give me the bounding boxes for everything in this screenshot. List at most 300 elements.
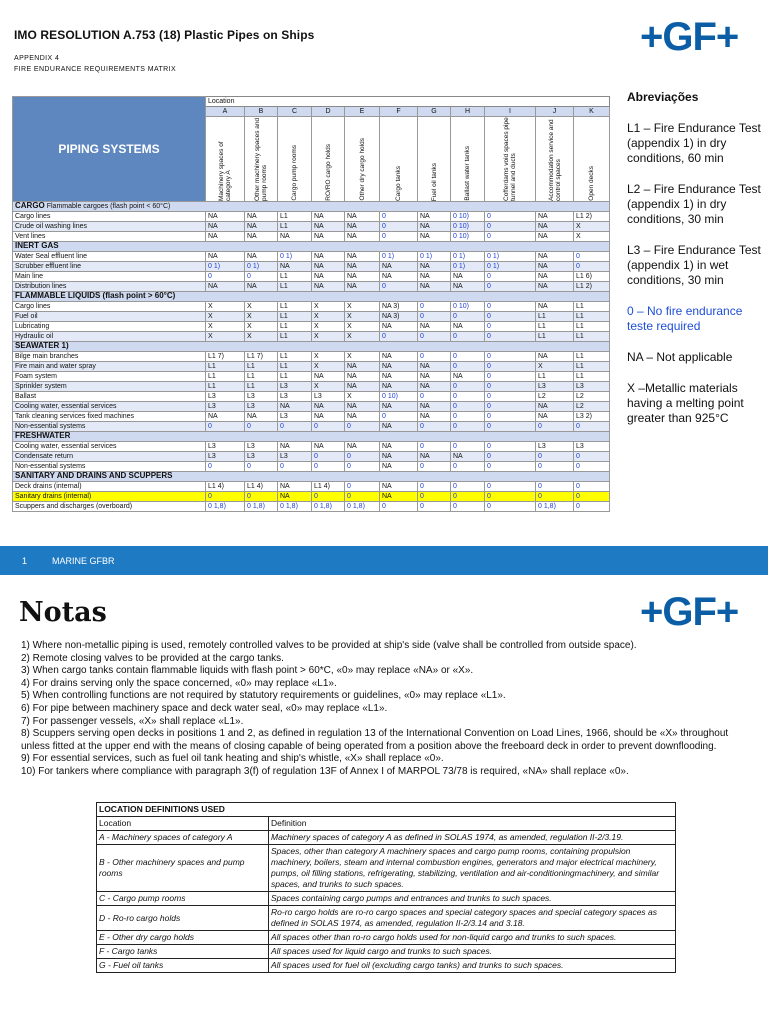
endurance-value: NA 3) [380,312,418,322]
endurance-value: L1 4) [245,482,278,492]
endurance-value: NA [278,442,312,452]
endurance-value: 0 [485,232,536,242]
locdef-location: F - Cargo tanks [97,945,269,959]
endurance-value: 0 1) [206,262,245,272]
endurance-value: 0 10) [451,212,485,222]
endurance-value: NA [418,212,451,222]
abbr-x: X –Metallic materials having a melting point greater than 925°C [627,381,744,425]
note-item: 2) Remote closing valves to be provided at the cargo tanks. [21,652,284,664]
endurance-value: L1 [574,302,610,312]
notes-title: Notas [19,597,107,628]
piping-system-name: Cooling water, essential services [13,442,206,452]
endurance-value: NA [380,442,418,452]
piping-system-name: Sprinkler system [13,382,206,392]
locdef-row [97,931,676,945]
page-number: 1 [22,556,28,566]
endurance-value: NA [345,212,380,222]
endurance-value: NA [345,232,380,242]
note-item: 7) For passenger vessels, «X» shall replace «L1». [21,715,244,727]
endurance-value: L1 [536,332,574,342]
endurance-value: 0 [245,462,278,472]
endurance-value: 0 [485,272,536,282]
locdef-row [97,959,676,973]
locdef-location: G - Fuel oil tanks [97,959,269,973]
endurance-value: NA [418,222,451,232]
endurance-value: 0 [536,482,574,492]
endurance-value: 0 [312,462,345,472]
abbr-l3: L3 – Fire Endurance Test (appendix 1) in wet conditions, 30 min [627,243,761,287]
endurance-value: X [312,332,345,342]
endurance-value: 0 [485,442,536,452]
matrix-row [13,422,610,432]
endurance-value: NA [206,282,245,292]
piping-system-name: Deck drains (internal) [13,482,206,492]
endurance-value: 0 [536,492,574,502]
endurance-value: L1 [245,362,278,372]
endurance-value: NA [312,232,345,242]
matrix-row [13,272,610,282]
endurance-value: L1 [245,372,278,382]
piping-system-name: Distribution lines [13,282,206,292]
endurance-value: 0 [485,222,536,232]
endurance-value: 0 [485,482,536,492]
note-item: 3) When cargo tanks contain flammable liquids with flash point > 60*C, «0» may replace «NA» or «X». [21,665,474,677]
endurance-value: NA [380,462,418,472]
endurance-value: L1 [278,312,312,322]
locdef-definition: Ro-ro cargo holds are ro-ro cargo spaces and special category spaces and special category spaces as defined in SOLAS 1974, as amended, regulation II-2/3.14 and 3.18. [269,906,676,931]
endurance-value: 0 [451,382,485,392]
endurance-value: NA [536,412,574,422]
locdef-definition: Spaces, other than category A machinery spaces and cargo pump rooms, containing propulsion machinery, boilers, steam and internal combustion engines, generators and major electrical machinery, pumps, oil filling stations, refrigerating, stabilizing, ventilation and air-conditioningmachinery, and similar spaces, and trunks to such spaces. [269,845,676,892]
endurance-value: X [245,312,278,322]
location-column-label: Cargo tanks [395,165,402,201]
location-letter: E [345,107,380,117]
locdef-row [97,906,676,931]
matrix-row [13,382,610,392]
endurance-value: L1 7) [245,352,278,362]
endurance-value: NA [418,282,451,292]
matrix-row [13,452,610,462]
endurance-value: 0 [485,322,536,332]
endurance-value: 0 [345,452,380,462]
endurance-value: 0 [345,462,380,472]
endurance-value: NA [418,362,451,372]
abbr-l1: L1 – Fire Endurance Test (appendix 1) in dry conditions, 60 min [627,121,761,165]
piping-system-name: Foam system [13,372,206,382]
endurance-value: L3 [278,392,312,402]
matrix-row [13,282,610,292]
endurance-value: L3 [574,442,610,452]
location-column-name [312,117,345,202]
endurance-value: L1 [574,332,610,342]
endurance-value: X [345,352,380,362]
locdef-definition: All spaces used for liquid cargo and trunks to such spaces. [269,945,676,959]
section-title: FRESHWATER [15,431,71,440]
endurance-value: L3 [574,382,610,392]
endurance-value: X [206,312,245,322]
abbr-l2: L2 – Fire Endurance Test (appendix 1) in dry conditions, 30 min [627,182,761,226]
endurance-value: NA [418,412,451,422]
matrix-row [13,332,610,342]
matrix-row [13,362,610,372]
endurance-value: 0 1) [451,252,485,262]
locdef-location: D - Ro-ro cargo holds [97,906,269,931]
endurance-value: 0 10) [451,232,485,242]
piping-system-name: Bilge main branches [13,352,206,362]
piping-system-name: Scrubber effluent line [13,262,206,272]
location-letter: F [380,107,418,117]
endurance-value: 0 [536,462,574,472]
location-column-name [418,117,451,202]
endurance-value: 0 [451,482,485,492]
endurance-value: NA [418,272,451,282]
endurance-value: 0 [536,422,574,432]
endurance-value: 0 [451,422,485,432]
endurance-value: 0 [485,422,536,432]
piping-system-name: Fire main and water spray [13,362,206,372]
matrix-row [13,392,610,402]
endurance-value: L1 [536,322,574,332]
endurance-value: NA [418,382,451,392]
notes-list [21,640,751,779]
location-column-name [206,117,245,202]
endurance-value: NA [345,362,380,372]
endurance-value: 0 [312,492,345,502]
endurance-value: NA [451,372,485,382]
endurance-value: X [312,322,345,332]
piping-system-name: Fuel oil [13,312,206,322]
endurance-value: 0 [485,502,536,512]
endurance-value: NA [245,252,278,262]
endurance-value: L1 2) [574,282,610,292]
endurance-value: NA [451,452,485,462]
matrix-row [13,492,610,502]
endurance-value: NA [536,252,574,262]
endurance-value: 0 [451,362,485,372]
endurance-value: NA [536,302,574,312]
endurance-value: L1 [278,222,312,232]
endurance-value: 0 [418,312,451,322]
endurance-value: NA [206,212,245,222]
gf-logo: +GF+ [640,15,739,59]
endurance-value: 0 [380,412,418,422]
endurance-value: L1 [278,282,312,292]
endurance-value: X [312,312,345,322]
location-column-name [380,117,418,202]
endurance-value: 0 [245,492,278,502]
location-column-name [485,117,536,202]
endurance-value: 0 [485,372,536,382]
endurance-value: NA [380,322,418,332]
endurance-value: 0 [418,422,451,432]
location-letter: D [312,107,345,117]
piping-system-name: Condensate return [13,452,206,462]
endurance-value: NA [278,402,312,412]
location-column-name [245,117,278,202]
note-item: 4) For drains serving only the space concerned, «0» may replace «L1». [21,677,337,689]
endurance-value: 0 [485,392,536,402]
endurance-value: L1 [206,372,245,382]
endurance-value: X [245,332,278,342]
endurance-value: 0 [485,212,536,222]
location-letter: I [485,107,536,117]
endurance-value: NA [380,272,418,282]
matrix-row [13,412,610,422]
location-column-name [345,117,380,202]
section-title: INERT GAS [15,241,59,250]
note-item: 6) For pipe between machinery space and deck water seal, «0» may replace «L1». [21,702,388,714]
location-letter: G [418,107,451,117]
location-column-name [278,117,312,202]
endurance-value: L1 [245,382,278,392]
endurance-value: NA [312,252,345,262]
endurance-value: L3 [206,442,245,452]
endurance-value: NA [312,262,345,272]
endurance-value: 0 1,8) [278,502,312,512]
endurance-value: NA [278,492,312,502]
endurance-value: 0 [485,382,536,392]
endurance-value: 0 [312,422,345,432]
endurance-value: 0 1,8) [536,502,574,512]
endurance-value: X [245,302,278,312]
endurance-value: 0 [206,462,245,472]
locdef-definition: All spaces used for fuel oil (excluding cargo tanks) and trunks to such spaces. [269,959,676,973]
endurance-value: L3 [245,442,278,452]
endurance-value: 0 [574,252,610,262]
locdef-col-definition: Definition [269,817,676,831]
endurance-value: 0 [574,492,610,502]
endurance-value: 0 [485,452,536,462]
endurance-value: L1 2) [574,212,610,222]
endurance-value: NA [206,252,245,262]
endurance-value: 0 [418,482,451,492]
endurance-value: NA [345,272,380,282]
endurance-value: 0 [418,502,451,512]
endurance-value: 0 [312,452,345,462]
piping-system-name: Crude oil washing lines [13,222,206,232]
endurance-value: L1 [278,362,312,372]
endurance-value: L3 [245,452,278,462]
endurance-value: NA [380,372,418,382]
location-column-label: Cofferdams void spaces pipe tunnel and ducts [503,117,517,201]
piping-system-name: Water Seal effluent line [13,252,206,262]
endurance-value: NA [345,402,380,412]
endurance-value: 0 [451,402,485,412]
location-column-name [574,117,610,202]
endurance-value: 0 [418,352,451,362]
endurance-value: 0 [418,302,451,312]
endurance-value: NA [278,232,312,242]
endurance-value: NA [345,412,380,422]
endurance-value: 0 [206,272,245,282]
matrix-row [13,322,610,332]
endurance-value: NA [345,252,380,262]
endurance-value: L1 [278,372,312,382]
endurance-value: L1 [278,332,312,342]
location-column-label: Accommodation service and control spaces [547,119,562,201]
location-letter: B [245,107,278,117]
endurance-value: 0 [451,442,485,452]
locdef-location: A - Machinery spaces of category A [97,831,269,845]
endurance-value: 0 [206,422,245,432]
abbreviations-panel [627,90,762,442]
endurance-value: NA [345,222,380,232]
endurance-value: 0 10) [451,302,485,312]
footer-bar [0,546,768,575]
endurance-value: NA [345,382,380,392]
endurance-value: L3 2) [574,412,610,422]
endurance-value: NA [536,262,574,272]
endurance-value: 0 1) [380,252,418,262]
endurance-value: L1 [278,352,312,362]
endurance-value: 0 1,8) [245,502,278,512]
location-column-label: Fuel oil tanks [430,162,438,201]
piping-system-name: Non-essential systems [13,462,206,472]
section-header [13,432,610,442]
endurance-value: 0 [380,332,418,342]
piping-system-name: Cargo lines [13,302,206,312]
endurance-value: L1 [278,212,312,222]
matrix-row [13,302,610,312]
endurance-value: L3 [278,382,312,392]
endurance-value: 0 [418,392,451,402]
matrix-row [13,502,610,512]
endurance-value: 0 1,8) [312,502,345,512]
endurance-value: NA [418,262,451,272]
endurance-value: NA [451,272,485,282]
endurance-value: 0 [380,212,418,222]
section-title: SANITARY AND DRAINS AND SCUPPERS [15,471,173,480]
endurance-value: 0 [345,482,380,492]
piping-system-name: Lubricating [13,322,206,332]
endurance-value: L2 [574,402,610,412]
endurance-value: X [345,392,380,402]
endurance-value: NA [312,272,345,282]
endurance-value: 0 [345,492,380,502]
endurance-value: X [345,332,380,342]
endurance-value: L3 [536,382,574,392]
piping-system-name: Main line [13,272,206,282]
piping-system-name: Cargo lines [13,212,206,222]
locdef-col-location: Location [97,817,269,831]
location-column-label: Other machinery spaces and pump rooms [254,117,268,201]
endurance-value: NA [312,222,345,232]
endurance-value: 0 [485,352,536,362]
endurance-value: 0 [485,302,536,312]
endurance-value: NA 3) [380,302,418,312]
endurance-value: NA [418,322,451,332]
endurance-value: 0 [451,492,485,502]
endurance-value: L1 [278,272,312,282]
endurance-value: NA [536,282,574,292]
endurance-value: NA [380,402,418,412]
matrix-row [13,312,610,322]
section-title: SEAWATER 1) [15,341,69,350]
endurance-value: NA [380,482,418,492]
endurance-value: NA [206,222,245,232]
note-item: 8) Scuppers serving open decks in positions 1 and 2, as defined in regulation 13 of the International Convention on Load Lines, 1966, should be «X» throughout unless fitted at the upper end with the means of closing capable of being operated from a position above the freeboard deck in order to prevent downflooding. [21,728,729,752]
note-item: 5) When controlling functions are not required by statutory requirements or guidelines, «0» may replace «L1». [21,690,506,702]
endurance-value: L1 4) [206,482,245,492]
location-column-name [451,117,485,202]
endurance-value: NA [245,232,278,242]
endurance-value: 0 [451,502,485,512]
endurance-value: 0 [245,422,278,432]
appendix-label: APPENDIX 4 [14,55,60,62]
abbr-na: NA – Not applicable [627,350,733,364]
endurance-value: NA [312,402,345,412]
endurance-value: X [574,222,610,232]
piping-system-name: Tank cleaning services fixed machines [13,412,206,422]
endurance-value: 0 [574,462,610,472]
endurance-value: L1 4) [312,482,345,492]
endurance-value: NA [536,352,574,362]
endurance-value: 0 1) [485,252,536,262]
endurance-value: 0 1) [451,262,485,272]
endurance-value: NA [380,352,418,362]
endurance-value: NA [418,232,451,242]
location-column-label: Other dry cargo holds [358,138,366,201]
piping-system-name: Non-essential systems [13,422,206,432]
endurance-value: 0 [278,422,312,432]
endurance-value: 0 [278,462,312,472]
locdef-definition: Machinery spaces of category A as defined in SOLAS 1974, as amended, regulation II-2/3.19. [269,831,676,845]
endurance-value: 0 [574,482,610,492]
endurance-value: 0 [418,332,451,342]
location-letter: K [574,107,610,117]
endurance-value: 0 [485,362,536,372]
section-title: CARGO [15,201,45,210]
endurance-value: NA [245,412,278,422]
locdef-row [97,831,676,845]
piping-system-name: Cooling water, essential services [13,402,206,412]
locdef-definition: All spaces other than ro-ro cargo holds used for non-liquid cargo and trunks to such spaces. [269,931,676,945]
endurance-value: 0 [574,502,610,512]
piping-system-name: Sanitary drains (internal) [13,492,206,502]
endurance-value: 0 [485,492,536,502]
endurance-value: L3 [536,442,574,452]
endurance-value: 0 10) [451,222,485,232]
location-letter: C [278,107,312,117]
endurance-value: NA [312,212,345,222]
endurance-value: NA [206,412,245,422]
location-column-label: Open decks [588,166,595,201]
locdef-row [97,845,676,892]
endurance-value: X [312,302,345,312]
endurance-value: L2 [536,392,574,402]
endurance-value: NA [536,402,574,412]
endurance-value: 0 [451,332,485,342]
endurance-value: X [206,332,245,342]
endurance-value: L1 6) [574,272,610,282]
section-note: Flammable cargoes (flash point < 60°C) [44,203,171,210]
endurance-value: L1 [206,362,245,372]
slide-title: IMO RESOLUTION A.753 (18) Plastic Pipes on Ships [14,28,315,42]
endurance-value: L3 [245,402,278,412]
locdef-row [97,945,676,959]
endurance-value: X [574,232,610,242]
endurance-value: L3 [206,402,245,412]
note-item: 1) Where non-metallic piping is used, remotely controlled valves to be provided at ship's side (valve shall be controlled from outside space). [21,640,637,651]
endurance-value: 0 [574,422,610,432]
abbreviations-heading: Abreviações [627,90,699,104]
endurance-value: 0 1) [418,252,451,262]
locdef-location: E - Other dry cargo holds [97,931,269,945]
endurance-value: 0 [574,452,610,462]
endurance-value: L3 [278,452,312,462]
endurance-value: L1 [536,372,574,382]
endurance-value: 0 [345,422,380,432]
